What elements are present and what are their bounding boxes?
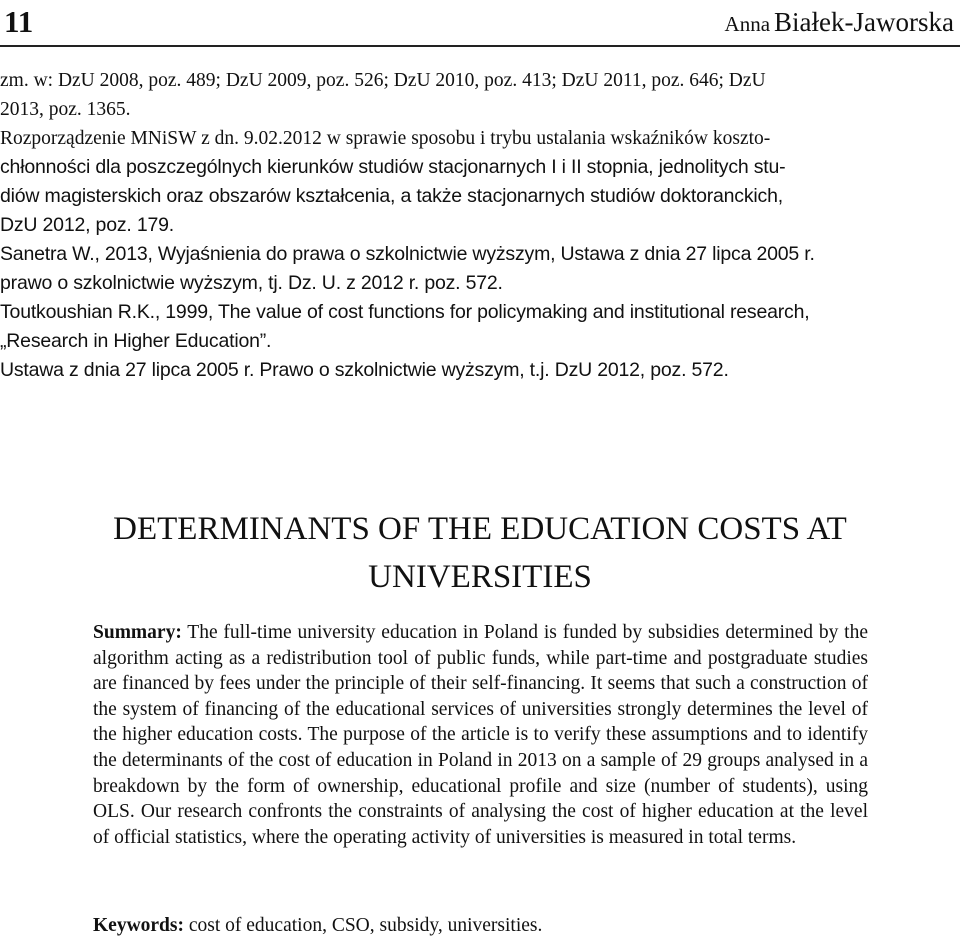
reference-item bbox=[0, 124, 955, 240]
reference-line: chłonności dla poszczególnych kierunków studiów stacjonarnych I i II stopnia, jednolitych stu- bbox=[0, 156, 786, 178]
article-title-line: UNIVERSITIES bbox=[368, 559, 592, 595]
author-last-name: Białek-Jaworska bbox=[774, 7, 954, 37]
summary-paragraph bbox=[93, 620, 868, 850]
reference-line: Toutkoushian R.K., 1999, The value of cost functions for policymaking and institutional research, bbox=[0, 301, 810, 323]
running-author bbox=[725, 2, 954, 47]
reference-line: diów magisterskich oraz obszarów kształcenia, a także stacjonarnych studiów doktoranckich, bbox=[0, 185, 783, 207]
page-header bbox=[0, 0, 960, 48]
reference-line: „Research in Higher Education”. bbox=[0, 330, 272, 352]
keywords-text: cost of education, CSO, subsidy, universities. bbox=[184, 915, 543, 936]
author-first-name: Anna bbox=[724, 12, 771, 36]
reference-line: Rozporządzenie MNiSW z dn. 9.02.2012 w sprawie sposobu i trybu ustalania wskaźników koszto- bbox=[0, 128, 771, 149]
reference-line: zm. w: DzU 2008, poz. 489; DzU 2009, poz. 526; DzU 2010, poz. 413; DzU 2011, poz. 646; DzU bbox=[0, 70, 766, 91]
keywords-paragraph bbox=[93, 913, 868, 939]
summary-text: The full-time university education in Poland is funded by subsidies determined by the algorithm acting as a redistribution tool of public funds, while part-time and postgraduate studies are financed by fees under the principle of their self-financing. It seems that such a construction of the system of financing of the educational services of universities strongly determines the level of the higher education costs. The purpose of the article is to verify these assumptions and to identify the determinants of the cost of education in Poland in 2013 on a sample of 29 groups analysed in a breakdown by the form of ownership, educational profile and size (number of students), using OLS. Our research confronts the constraints of analysing the cost of higher education at the level of official statistics, where the operating activity of universities is measured in total terms. bbox=[93, 622, 868, 848]
article-title bbox=[0, 505, 960, 601]
reference-line: DzU 2012, poz. 179. bbox=[0, 214, 174, 236]
reference-list bbox=[0, 66, 955, 385]
reference-item bbox=[0, 66, 955, 124]
page-number: 11 bbox=[4, 4, 34, 39]
summary-label: Summary: bbox=[93, 622, 182, 643]
reference-line: Sanetra W., 2013, Wyjaśnienia do prawa o szkolnictwie wyższym, Ustawa z dnia 27 lipca 2005 r. bbox=[0, 243, 815, 265]
header-rule bbox=[0, 45, 960, 47]
article-title-line: DETERMINANTS OF THE EDUCATION COSTS AT bbox=[113, 511, 847, 547]
reference-line: Ustawa z dnia 27 lipca 2005 r. Prawo o szkolnictwie wyższym, t.j. DzU 2012, poz. 572. bbox=[0, 359, 729, 381]
reference-item bbox=[0, 356, 955, 385]
reference-item bbox=[0, 240, 955, 298]
reference-line: 2013, poz. 1365. bbox=[0, 99, 131, 120]
reference-line: prawo o szkolnictwie wyższym, tj. Dz. U. z 2012 r. poz. 572. bbox=[0, 272, 503, 294]
reference-item bbox=[0, 298, 955, 356]
keywords-label: Keywords: bbox=[93, 915, 184, 936]
